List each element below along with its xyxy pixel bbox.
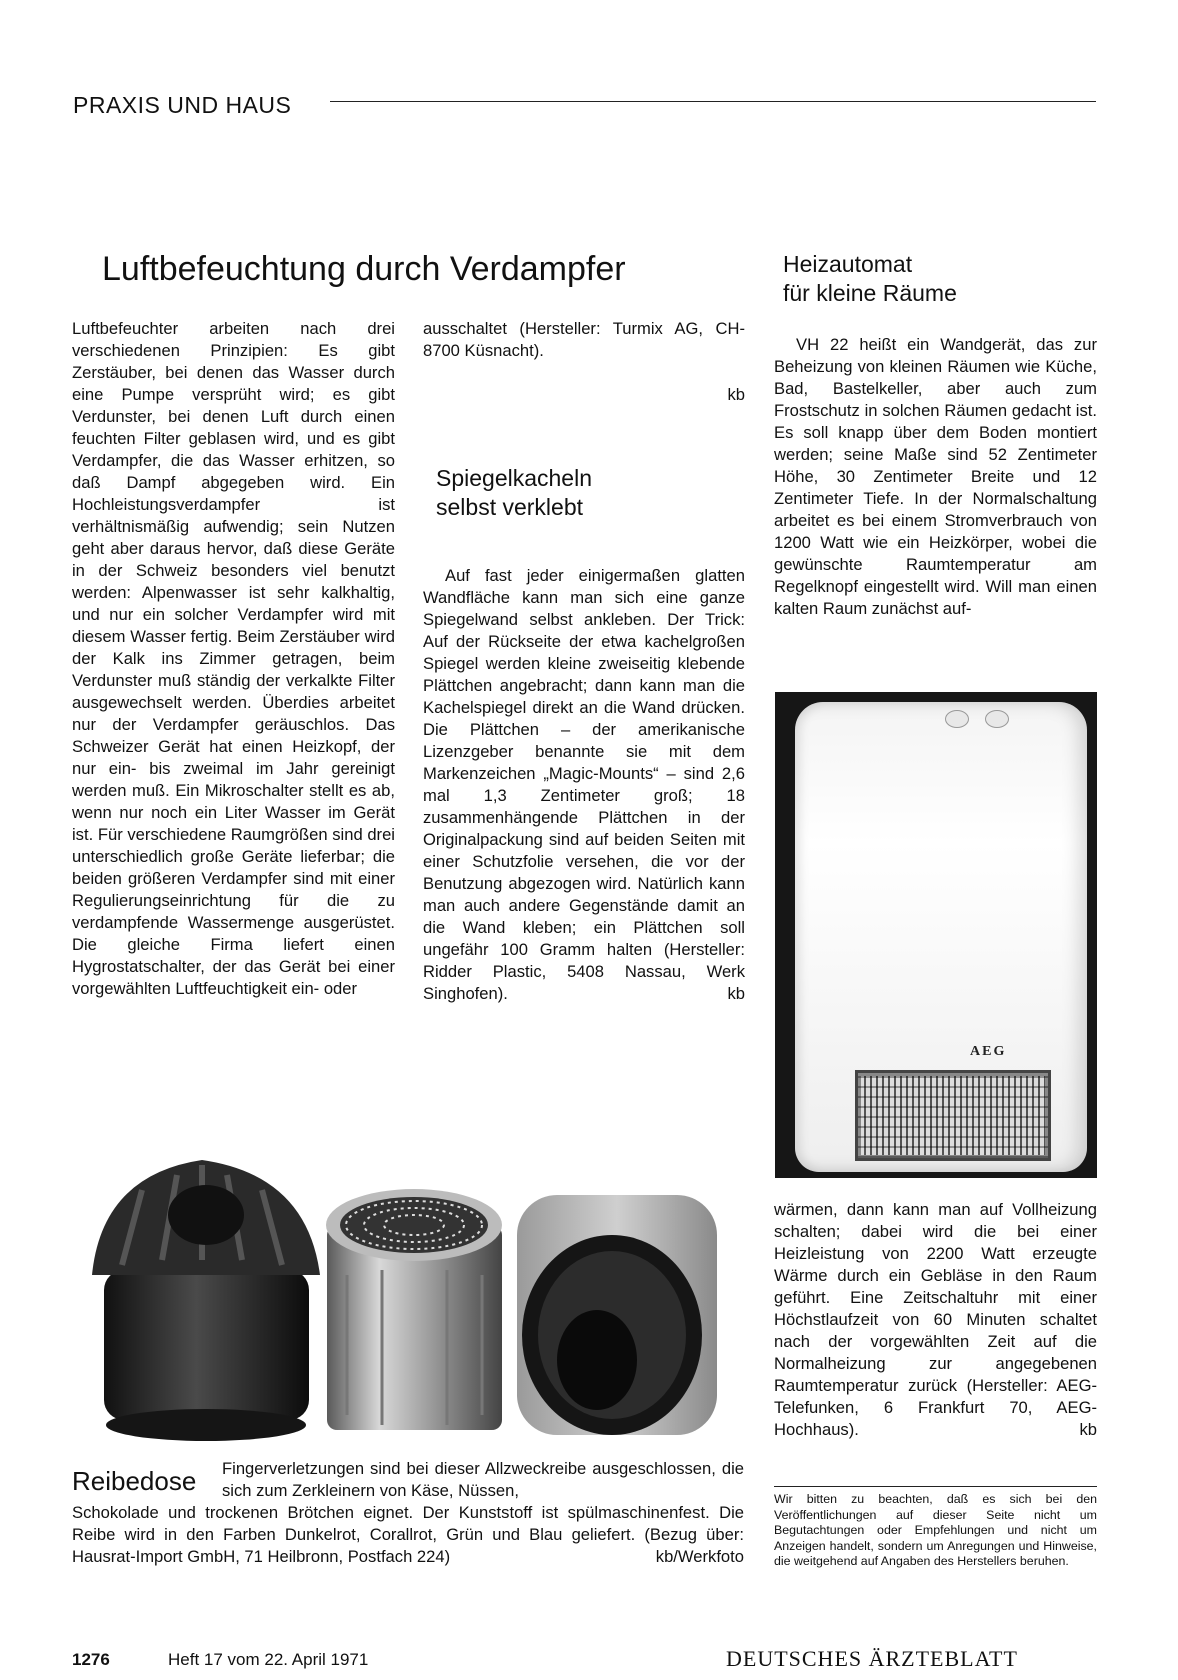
article-luftbefeuchtung-column-1 bbox=[72, 318, 395, 1008]
article-title-heizautomat bbox=[783, 250, 957, 308]
article-luftbefeuchtung-body: Luftbefeuchter arbeiten nach drei verschiedenen Prinzipien: Es gibt Zerstäuber, bei denen das Wasser durch eine Pumpe versprüht wird; es gibt Verdunster, bei denen Luft durch einen feuchten Filter geblasen wird, und es gibt Verdampfer, die das Wasser erhitzen, so daß Dampf abgegeben wird. Ein Hochleistungsverdampfer ist verhältnismäßig aufwendig; sein Nutzen geht aber daraus hervor, daß diese Geräte in der Schweiz besonders viel benutzt werden: Alpenwasser ist sehr kalkhaltig, und nur ein solcher Verdampfer wird mit diesem Wasser fertig. Beim Zerstäuber wird der Kalk ins Zimmer getragen, beim Verdunster muß ständig der verkalkte Filter ausgewechselt werden. Überdies arbeitet nur der Verdampfer geräuschlos. Das Schweizer Gerät hat einen Heizkopf, der nur ein- bis zweimal im Jahr gereinigt werden muß. Ein Mikroschalter stellt es ab, wenn nur noch ein Liter Wasser im Gerät ist. Für verschiedene Raumgrößen sind drei unterschiedlich große Geräte lieferbar; die beiden größeren Verdampfer sind mit einer Regulierungseinrichtung für die zu verdampfende Wassermenge ausgerüstet. Die gleiche Firma liefert einen Hygrostatschalter, der das Gerät bei einer vorgewählten Luftfeuchtigkeit ein- oder bbox=[72, 319, 395, 998]
header-rule bbox=[330, 101, 1096, 102]
article-spiegelkacheln-signature: kb bbox=[727, 984, 745, 1003]
heater-grille bbox=[855, 1070, 1051, 1161]
journal-name: DEUTSCHES ÄRZTEBLATT bbox=[726, 1646, 1018, 1671]
heater-knob-icon bbox=[985, 710, 1009, 728]
grater-dark-container bbox=[92, 1160, 320, 1441]
article-heizautomat-body-part2: wärmen, dann kann man auf Vollheizung schalten; dabei wird die bei einer Heizleistung von 2200 Watt erzeugte Wärme durch ein Gebläse in den Raum geführt. Eine Zeitschaltuhr mit einer Höchstlaufzeit von 60 Minuten schaltet nach der vorgewählten Zeit auf die Normalheizung zur angegebenen Raumtemperatur zurück (Hersteller: AEG-Telefunken, 6 Frankfurt 70, AEG-Hochhaus). kb bbox=[774, 1200, 1097, 1439]
article-title-heizautomat-line1: Heizautomat bbox=[783, 251, 913, 277]
article-title-spiegelkacheln-line1: Spiegelkacheln bbox=[436, 465, 593, 491]
grater-light-container bbox=[517, 1195, 717, 1435]
grater-metal-insert bbox=[326, 1189, 502, 1430]
grater-caption-signature: kb/Werkfoto bbox=[655, 1547, 744, 1566]
article-title-luftbefeuchtung: Luftbefeuchtung durch Verdampfer bbox=[102, 250, 626, 288]
section-label: PRAXIS UND HAUS bbox=[73, 92, 292, 118]
issue-info: Heft 17 vom 22. April 1971 bbox=[168, 1650, 369, 1669]
disclaimer-note: Wir bitten zu beachten, daß es sich bei den Veröffentlichungen auf dieser Seite nicht um Begutachtungen oder Empfehlungen und nicht um Anzeigen handelt, sondern um Anregungen und Hinweise, die weitgehend auf Angaben des Herstellers beruhen. bbox=[774, 1486, 1097, 1570]
article-luftbefeuchtung-signature: kb bbox=[727, 385, 745, 404]
article-title-heizautomat-line2: für kleine Räume bbox=[783, 280, 957, 306]
article-title-spiegelkacheln-line2: selbst verklebt bbox=[436, 494, 584, 520]
article-heizautomat-body-part1: VH 22 heißt ein Wandgerät, das zur Beheizung von kleinen Räumen wie Küche, Bad, Bastelkeller, aber auch zum Frostschutz in solchen Räumen gedacht ist. Es soll knapp über dem Boden montiert werden; seine Maße sind 52 Zentimeter Höhe, 30 Zentimeter Breite und 12 Zentimeter Tiefe. In der Normalschaltung arbeitet es bei einem Stromverbrauch von 1200 Watt wie ein Heizkörper, wobei die gewünschte Raumtemperatur am Regelknopf eingestellt wird. Will man einen kalten Raum zunächst auf- bbox=[774, 335, 1097, 618]
article-spiegelkacheln-body: Auf fast jeder einigermaßen glatten Wandfläche kann man sich eine ganze Spiegelwand selbst ankleben. Der Trick: Auf der Rückseite der etwa kachelgroßen Spiegel werden kleine zweiseitig klebende Plättchen angebracht; dann kann man die Kachelspiegel direkt an die Wand drücken. Die Plättchen – der amerikanische Lizenzgeber benannte sie mit dem Markenzeichen „Magic-Mounts“ – sind 2,6 mal 1,3 Zentimeter groß; 18 zusammenhängende Plättchen in der Originalpackung sind auf beiden Seiten mit einer Schutzfolie versehen, die vor der Benutzung abgezogen wird. Natürlich kann man auch andere Gegenstände damit an die Wand kleben; ein Plättchen soll ungefähr 100 Gramm halten (Hersteller: Ridder Plastic, 5408 Nassau, Werk Singhofen). kb bbox=[423, 566, 745, 1003]
heater-device bbox=[795, 702, 1087, 1172]
grater-caption-text: Schokolade und trockenen Brötchen eignet. Der Kunststoff ist spülmaschinenfest. Die Reibe wird in den Farben Dunkelrot, Corallrot, Grün und Blau geliefert. (Bezug über: Hausrat-Import GmbH, 71 Heilbronn, Postfach 224) bbox=[72, 1503, 744, 1566]
grater-photo bbox=[82, 1135, 742, 1462]
grater-caption-line1: Fingerverletzungen sind bei dieser Allzweckreibe ausgeschlossen, die sich zum Zerkleinern von Käse, Nüssen, bbox=[222, 1459, 744, 1500]
grater-caption bbox=[72, 1458, 744, 1568]
heater-brand-logo: AEG bbox=[970, 1044, 1007, 1059]
article-luftbefeuchtung-body-continued: ausschaltet (Hersteller: Turmix AG, CH-8700 Küsnacht). bbox=[423, 319, 745, 360]
grater-caption-title: Reibedose bbox=[72, 1466, 197, 1496]
heater-knob-icon bbox=[945, 710, 969, 728]
page-number: 1276 bbox=[72, 1650, 110, 1669]
article-title-spiegelkacheln bbox=[436, 464, 592, 522]
heater-photo bbox=[775, 692, 1097, 1178]
article-heizautomat-signature: kb bbox=[1079, 1420, 1097, 1439]
